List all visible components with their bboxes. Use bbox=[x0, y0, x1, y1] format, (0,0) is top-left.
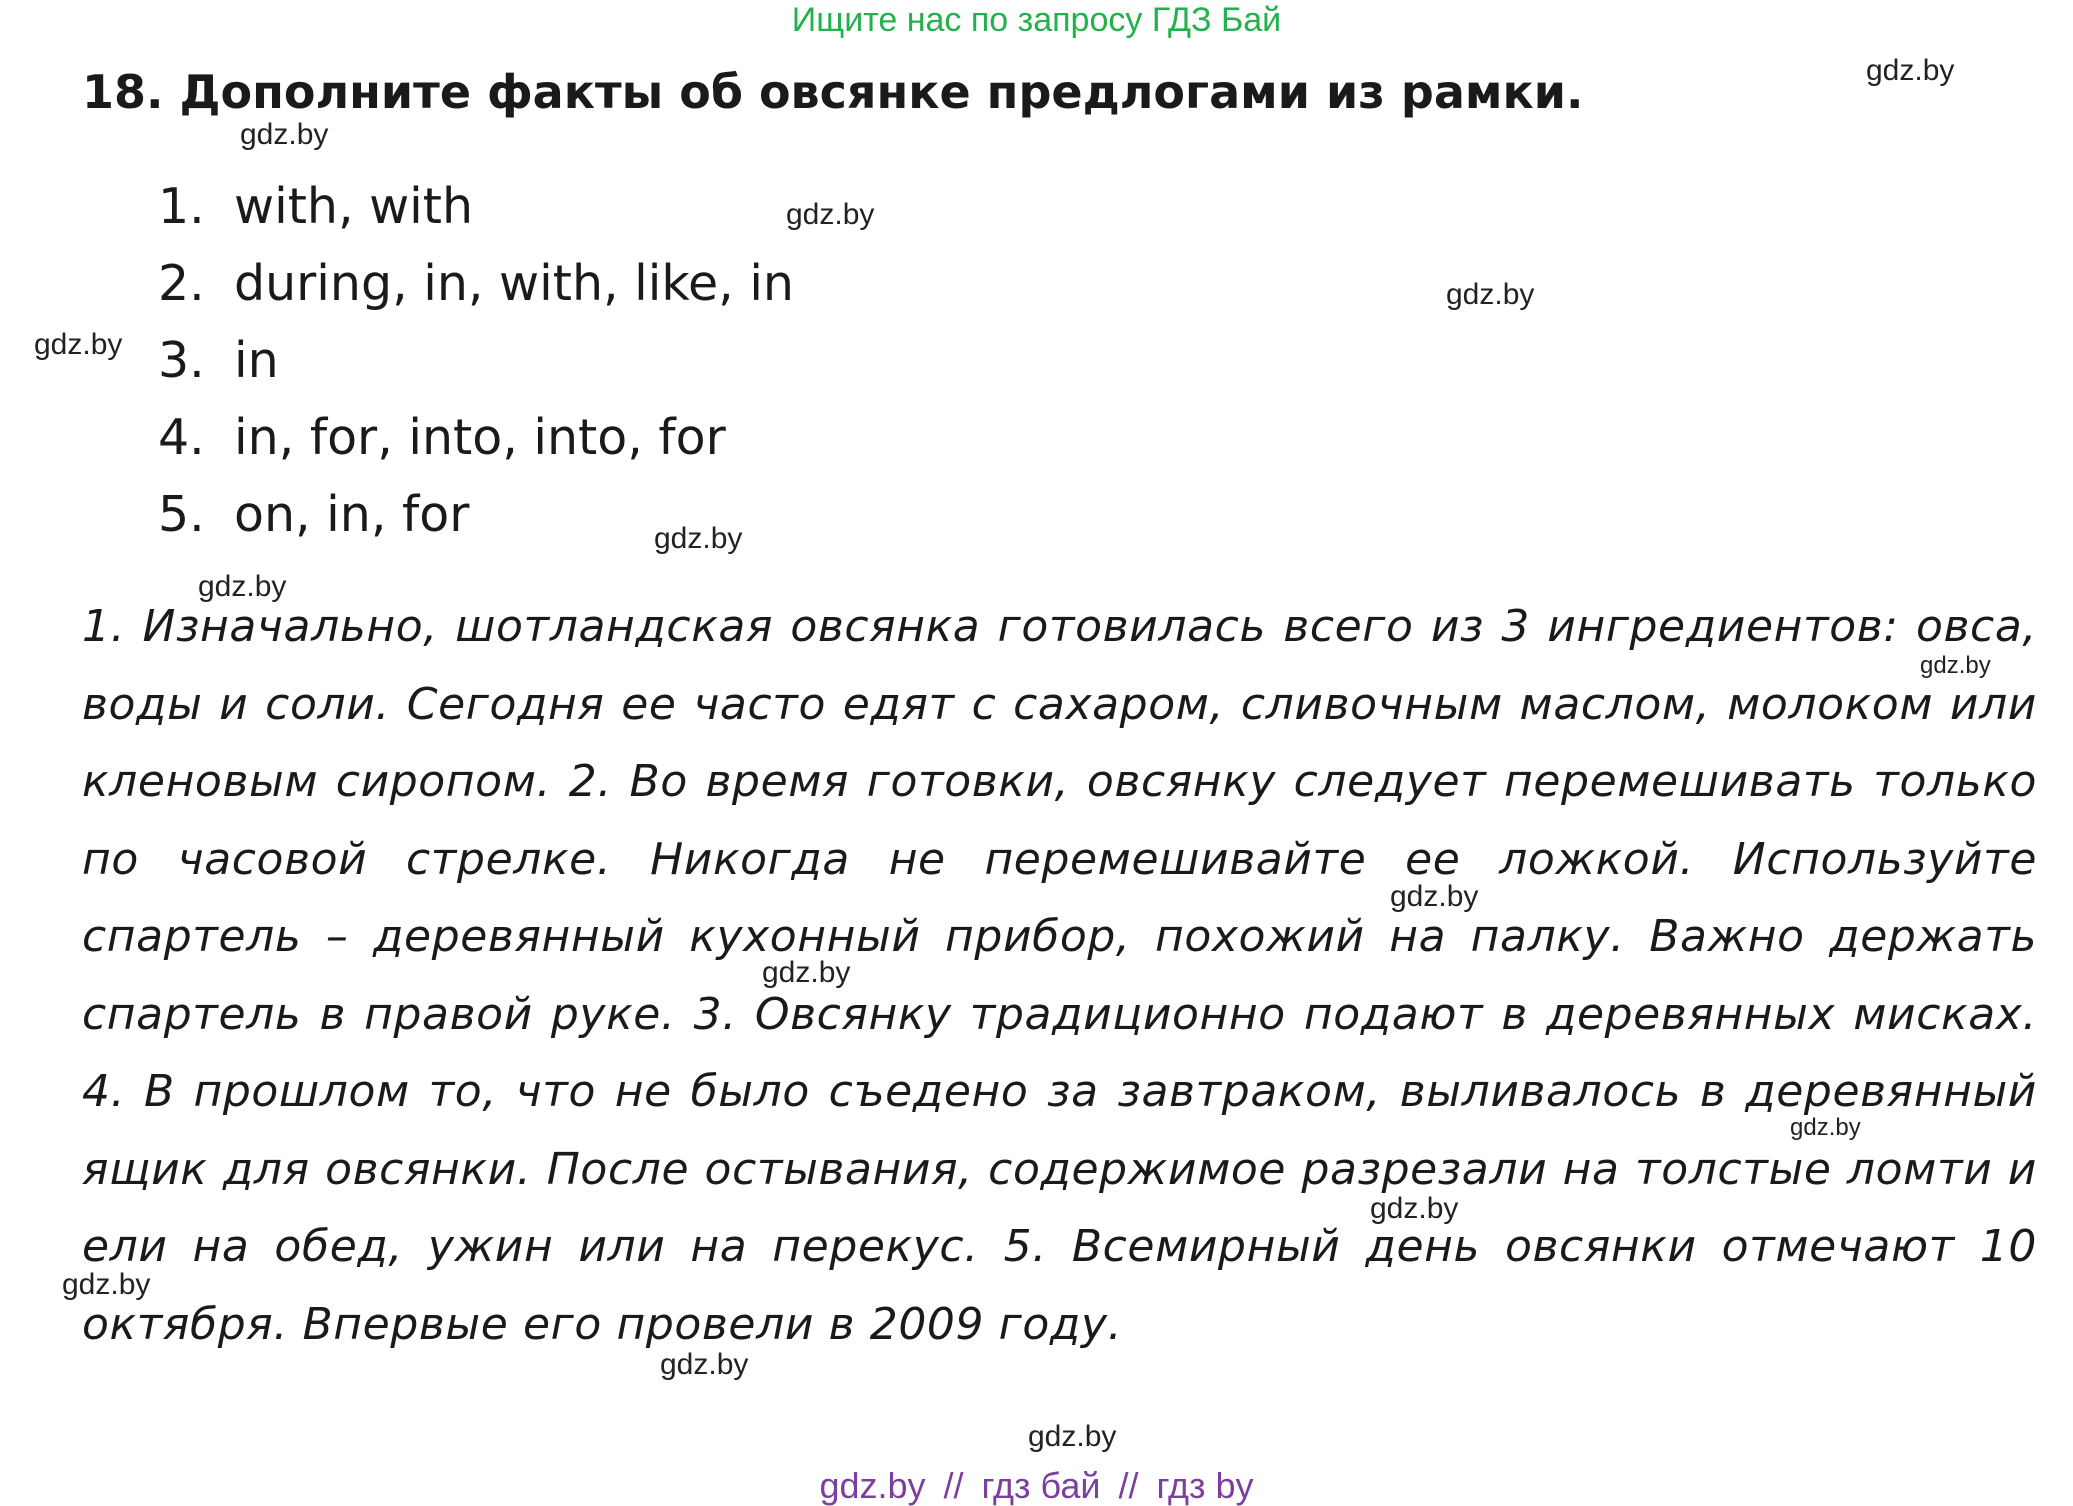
watermark: gdz.by bbox=[660, 1348, 749, 1381]
answer-item bbox=[158, 322, 794, 399]
footer-link-gdz-by[interactable]: gdz.by bbox=[819, 1465, 926, 1506]
answer-number: 2. bbox=[158, 255, 205, 312]
footer-separator: // bbox=[1118, 1465, 1139, 1506]
watermark: gdz.by bbox=[62, 1268, 151, 1301]
watermark: gdz.by bbox=[1920, 652, 1991, 679]
watermark: gdz.by bbox=[654, 522, 743, 555]
task-title: 18. Дополните факты об овсянке предлогами из рамки. bbox=[82, 65, 1584, 119]
translation-paragraph: 1. Изначально, шотландская овсянка готовилась всего из 3 ингредиентов: овса, воды и соли. Сегодня ее часто едят с сахаром, сливочным маслом, молоком или кленовым сиропом. 2. Во время готовки, овсянку следует перемешивать только по часовой стрелке. Никогда не перемешивайте ее ложкой. Используйте спартель – деревянный кухонный прибор, похожий на палку. Важно держать спартель в правой руке. 3. Овсянку традиционно подают в деревянных мисках. 4. В прошлом то, что не было съедено за завтраком, выливалось в деревянный ящик для овсянки. После остывания, содержимое разрезали на толстые ломти и ели на обед, ужин или на перекус. 5. Всемирный день овсянки отмечают 10 октября. Впервые его провели в 2009 году. bbox=[82, 601, 2037, 1350]
answer-item bbox=[158, 245, 794, 322]
watermark: gdz.by bbox=[1790, 1114, 1861, 1141]
answer-text: in bbox=[234, 332, 279, 389]
answer-text: on, in, for bbox=[234, 486, 470, 543]
watermark: gdz.by bbox=[762, 956, 851, 989]
watermark: gdz.by bbox=[198, 570, 287, 603]
footer-link-gdz-bai[interactable]: гдз бай bbox=[981, 1465, 1101, 1506]
watermark: gdz.by bbox=[34, 328, 123, 361]
answer-text: during, in, with, like, in bbox=[234, 255, 794, 312]
watermark: gdz.by bbox=[1390, 880, 1479, 913]
answer-text: in, for, into, into, for bbox=[234, 409, 726, 466]
watermark: gdz.by bbox=[786, 198, 875, 231]
watermark: gdz.by bbox=[1866, 54, 1955, 87]
answer-number: 3. bbox=[158, 332, 205, 389]
answer-number: 1. bbox=[158, 178, 205, 235]
watermark: gdz.by bbox=[1370, 1192, 1459, 1225]
answer-list bbox=[158, 168, 794, 553]
answer-item bbox=[158, 168, 794, 245]
watermark: gdz.by bbox=[240, 118, 329, 151]
answer-number: 5. bbox=[158, 486, 205, 543]
footer-link-gdz-by-2[interactable]: гдз by bbox=[1156, 1465, 1254, 1506]
answer-item bbox=[158, 399, 794, 476]
answer-number: 4. bbox=[158, 409, 205, 466]
answer-text: with, with bbox=[234, 178, 474, 235]
watermark: gdz.by bbox=[1028, 1420, 1117, 1453]
watermark: gdz.by bbox=[1446, 278, 1535, 311]
footer-separator: // bbox=[943, 1465, 964, 1506]
footer-links bbox=[0, 1466, 2073, 1506]
top-banner: Ищите нас по запросу ГДЗ Бай bbox=[791, 1, 1282, 39]
